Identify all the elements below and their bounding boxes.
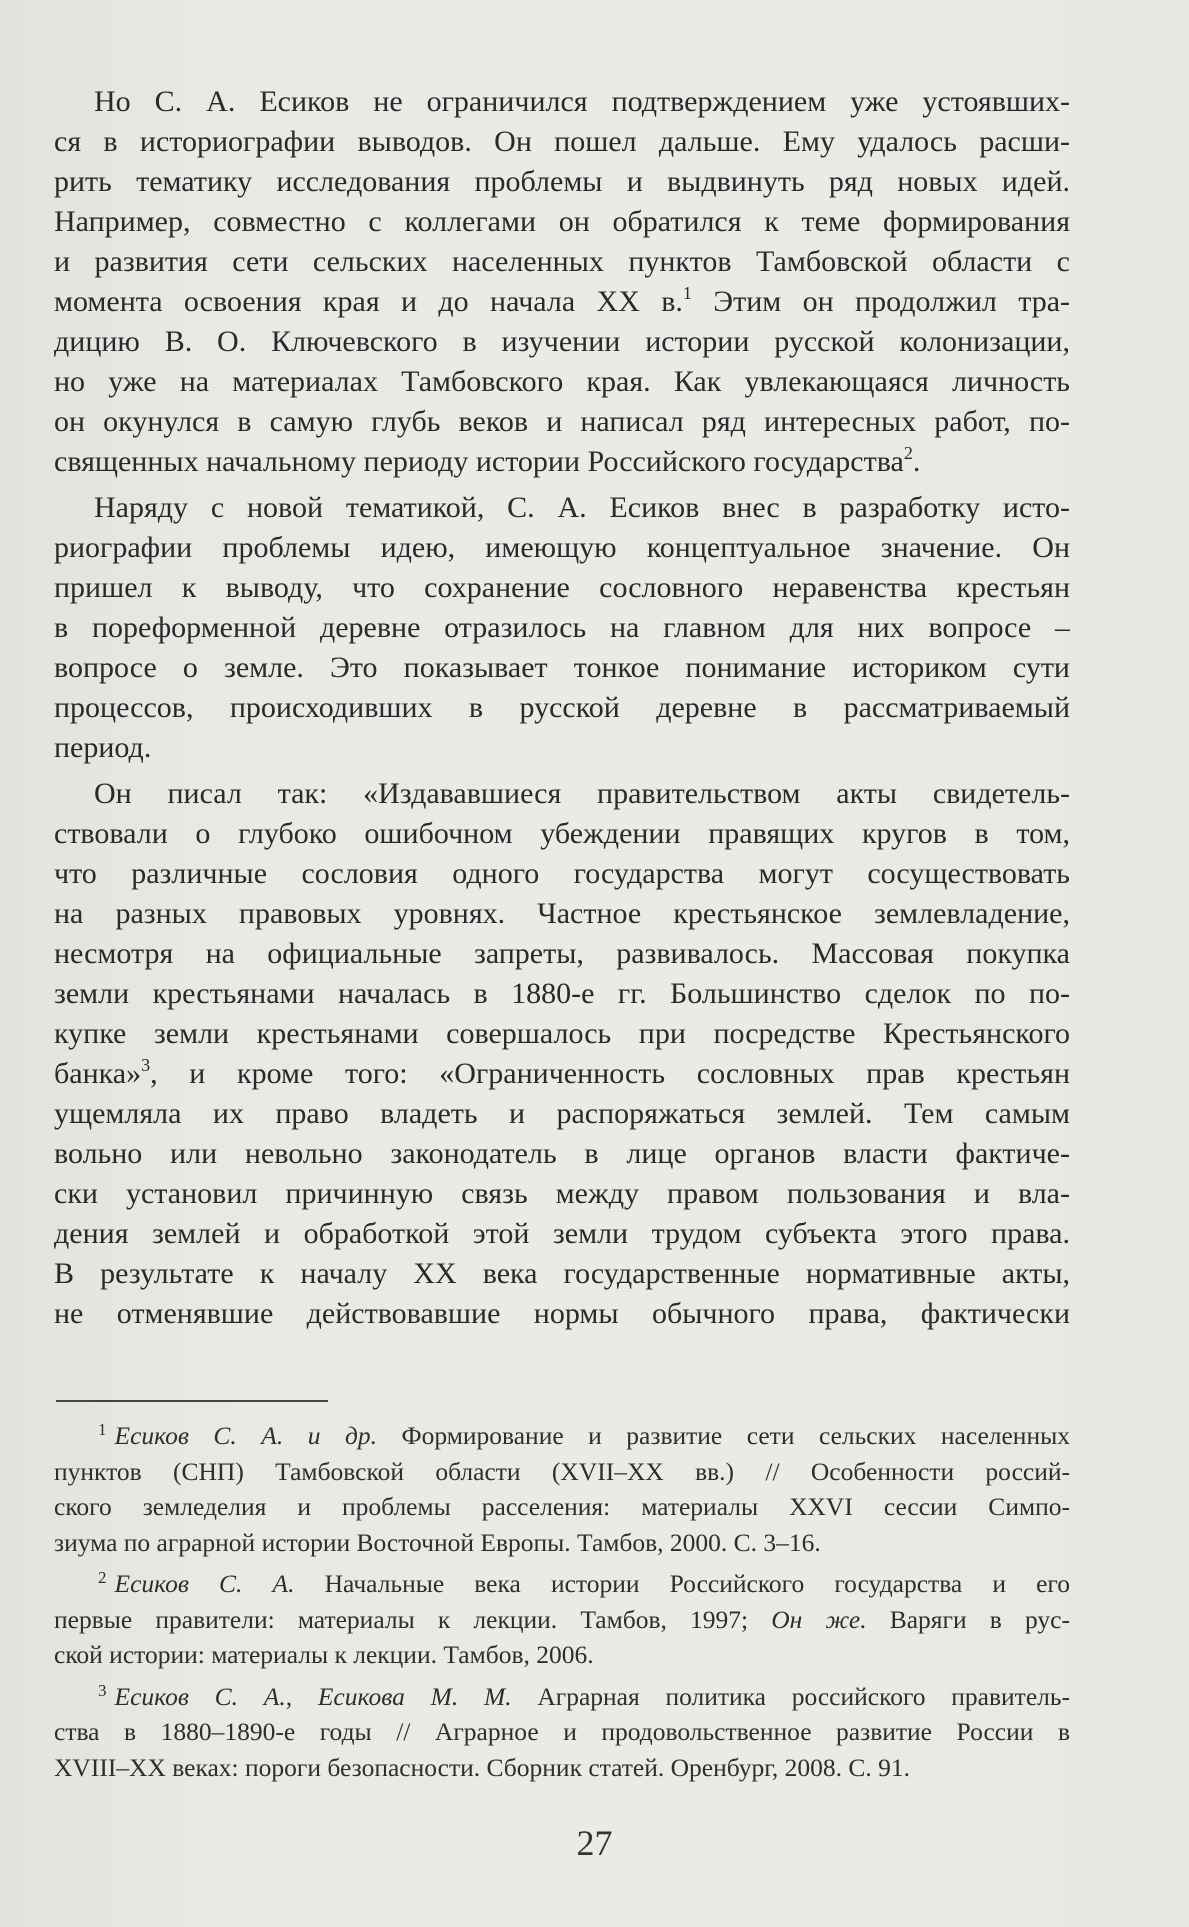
- text-line: он окунулся в самую глубь веков и написал ряд интересных работ, по-: [54, 405, 1070, 438]
- text-line: в пореформенной деревне отразилось на главном для них вопросе –: [54, 611, 1070, 644]
- footnote-number: 3: [98, 1680, 107, 1700]
- page-number: 27: [576, 1823, 613, 1863]
- footnote-author: Есиков С. А.: [114, 1569, 295, 1598]
- footnote-line: первые правители: материалы к лекции. Тамбов, 1997; Он же. Варяги в рус-: [54, 1604, 1070, 1634]
- footnote-ref-3[interactable]: 3: [141, 1055, 151, 1075]
- text-line: ся в историографии выводов. Он пошел дальше. Ему удалось расши-: [54, 125, 1070, 158]
- paragraph-1: [54, 82, 1070, 482]
- footnote-line: $^2$ Есиков С. А. Начальные века истории Российского государства и его: [98, 1568, 1070, 1598]
- footnote-line: ской истории: материалы к лекции. Тамбов, 2006.: [54, 1640, 594, 1669]
- text-line: священных начальному периоду истории Российского государства$^2$.: [54, 443, 921, 478]
- footnote-3: [54, 1679, 1070, 1786]
- footnote-line: XVIII–XX веках: пороги безопасности. Сборник статей. Оренбург, 2008. С. 91.: [54, 1752, 910, 1782]
- footnote-line: $^1$ Есиков С. А. и др. Формирование и развитие сети сельских населенных: [98, 1420, 1070, 1450]
- text-line: на разных правовых уровнях. Частное крестьянское землевладение,: [54, 897, 1070, 930]
- text-line: Наряду с новой тематикой, С. А. Есиков внес в разработку исто-: [94, 491, 1070, 524]
- footnote-line: пунктов (СНП) Тамбовской области (XVII–XX вв.) // Особенности россий-: [54, 1456, 1070, 1486]
- paragraph-3: [54, 774, 1070, 1334]
- footnote-line: зиума по аграрной истории Восточной Европы. Тамбов, 2000. С. 3–16.: [54, 1527, 821, 1557]
- footnote-author: Есиков С. А. и др.: [114, 1421, 377, 1450]
- footnote-divider: [56, 1400, 328, 1402]
- text-line: купке земли крестьянами совершалось при посредстве Крестьянского: [54, 1017, 1070, 1050]
- paragraph-2: [54, 488, 1070, 768]
- text-line: пришел к выводу, что сохранение сословного неравенства крестьян: [54, 571, 1070, 604]
- text-line: но уже на материалах Тамбовского края. Как увлекающаяся личность: [54, 365, 1070, 398]
- main-text: [54, 82, 1070, 1334]
- text-line: процессов, происходивших в русской деревне в рассматриваемый: [54, 691, 1070, 724]
- text-line: Например, совместно с коллегами он обратился к теме формирования: [54, 205, 1070, 238]
- text-line: период.: [54, 731, 152, 764]
- footnote-line: ства в 1880–1890-е годы // Аграрное и продовольственное развитие России в: [54, 1717, 1070, 1746]
- text-line: банка»$^3$, и кроме того: «Ограниченность сословных прав крестьян: [54, 1055, 1070, 1090]
- text-line: Он писал так: «Издававшиеся правительством акты свидетель-: [94, 777, 1070, 810]
- footnote-number: 2: [98, 1568, 107, 1587]
- footnote-2: [54, 1566, 1070, 1673]
- footnote-line: ского земледелия и проблемы расселения: материалы XXVI сессии Симпо-: [54, 1492, 1070, 1521]
- text-line: рить тематику исследования проблемы и выдвинуть ряд новых идей.: [54, 165, 1070, 198]
- text-line: дения землей и обработкой этой земли трудом субъекта этого права.: [54, 1217, 1070, 1250]
- text-line: вопросе о земле. Это показывает тонкое понимание историком сути: [54, 651, 1070, 684]
- text-line: ущемляла их право владеть и распоряжаться землей. Тем самым: [54, 1097, 1070, 1130]
- text-line: и развития сети сельских населенных пунктов Тамбовской области с: [54, 245, 1070, 278]
- text-line: ствовали о глубоко ошибочном убеждении правящих кругов в том,: [54, 817, 1070, 850]
- text-line: что различные сословия одного государства могут сосуществовать: [54, 857, 1070, 890]
- footnote-1: [54, 1418, 1070, 1560]
- footnotes: [54, 1418, 1070, 1785]
- footnote-ref-1[interactable]: 1: [682, 283, 692, 303]
- text-line: дицию В. О. Ключевского в изучении истории русской колонизации,: [54, 325, 1070, 358]
- text-line: несмотря на официальные запреты, развивалось. Массовая покупка: [54, 937, 1070, 970]
- text-line: риографии проблемы идею, имеющую концептуальное значение. Он: [54, 531, 1070, 564]
- footnote-author: Есиков С. А., Есикова М. М.: [114, 1681, 512, 1711]
- text-line: момента освоения края и до начала XX в.$^1$ Этим он продолжил тра-: [54, 283, 1070, 318]
- text-line: земли крестьянами началась в 1880-е гг. Большинство сделок по по-: [54, 977, 1070, 1010]
- footnote-ref-2[interactable]: 2: [903, 443, 913, 463]
- footnote-number: 1: [98, 1420, 107, 1439]
- text-line: В результате к началу XX века государственные нормативные акты,: [54, 1257, 1070, 1290]
- footnote-line: $^3$ Есиков С. А., Есикова М. М. Аграрная политика российского правитель-: [98, 1680, 1070, 1711]
- text-line: вольно или невольно законодатель в лице органов власти фактиче-: [54, 1137, 1070, 1170]
- text-line: Но С. А. Есиков не ограничился подтверждением уже устоявших-: [94, 85, 1070, 118]
- text-line: не отменявшие действовавшие нормы обычного права, фактически: [54, 1297, 1070, 1330]
- text-line: ски установил причинную связь между правом пользования и вла-: [54, 1177, 1070, 1210]
